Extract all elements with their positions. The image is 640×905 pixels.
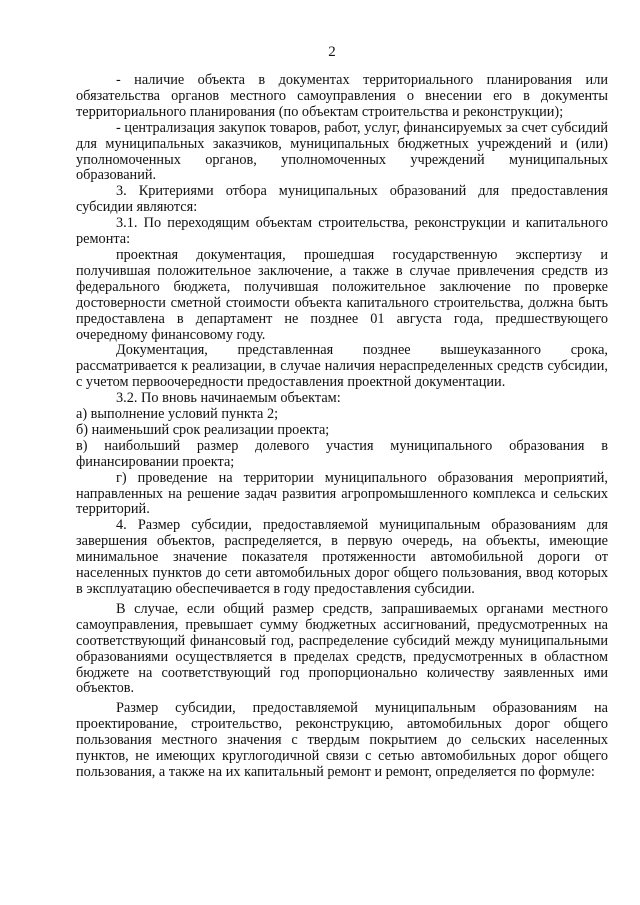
paragraph-proportional-distribution: В случае, если общий размер средств, запрашиваемых органами местного самоуправления, превышает сумму бюджетных ассигнований, предусмотренных на соответствующий финансовый год, распределение субсидий между муниципальными образованиями осуществляется в пределах средств, предусмотренных в областном бюджете на соответствующий год пропорционально количеству заявленных ими объектов. [76,600,608,697]
list-item-g: г) проведение на территории муниципального образования мероприятий, направленных на решение задач развития агропромышленного комплекса и сельских территорий. [76,469,608,518]
paragraph-3-1-heading: 3.1. По переходящим объектам строительства, реконструкции и капитального ремонта: [76,215,608,248]
page-number: 2 [328,44,336,60]
paragraph-selection-criteria: 3. Критериями отбора муниципальных образований для предоставления субсидии являются: [76,183,608,216]
paragraph-4-subsidy-size: 4. Размер субсидии, предоставляемой муниципальным образованиям для завершения объектов, распределяется, в первую очередь, на объекты, имеющие минимальное значение показателя протяженности автомобильной дороги от населенных пунктов до сети автомобильных дорог общего пользования, ввод которых в эксплуатацию обеспечивается в году предоставления субсидии. [76,517,608,597]
paragraph-3-2-heading: 3.2. По вновь начинаемым объектам: [116,390,341,407]
paragraph-late-documentation: Документация, представленная позднее вышеуказанного срока, рассматривается к реализации, в случае наличия нераспределенных средств субсидии, с учетом первоочередности предоставления проектной документации. [76,342,608,391]
list-item-b: б) наименьший срок реализации проекта; [76,421,330,438]
paragraph-formula-intro: Размер субсидии, предоставляемой муниципальным образованиям на проектирование, строительство, реконструкцию, автомобильных дорог общего пользования местного значения с твердым покрытием до сельских населенных пунктов, не имеющих круглогодичной связи с сетью автомобильных дорог общего пользования, а также на их капитальный ремонт и ремонт, определяется по формуле: [76,700,608,780]
paragraph-procurement-centralization: - централизация закупок товаров, работ, услуг, финансируемых за счет субсидий для муниципальных заказчиков, муниципальных бюджетных учреждений и (или) уполномоченных органов, уполномоченных учреждений муниципальных образований. [76,119,608,184]
list-item-v: в) наибольший размер долевого участия муниципального образования в финансировании проекта; [76,437,608,470]
list-item-a: а) выполнение условий пункта 2; [76,406,279,423]
paragraph-project-documentation: проектная документация, прошедшая государственную экспертизу и получившая положительное заключение, а также в случае привлечения средств из федерального бюджета, получившая положительное заключение по проверке достоверности сметной стоимости объекта капитального строительства, должна быть предоставлена в департамент не позднее 01 августа года, предшествующего очередному финансовому году. [76,246,608,343]
paragraph-territorial-planning: - наличие объекта в документах территориального планирования или обязательства органов местного самоуправления о внесении его в документы территориального планирования (по объектам строительства и реконструкции); [76,72,608,120]
